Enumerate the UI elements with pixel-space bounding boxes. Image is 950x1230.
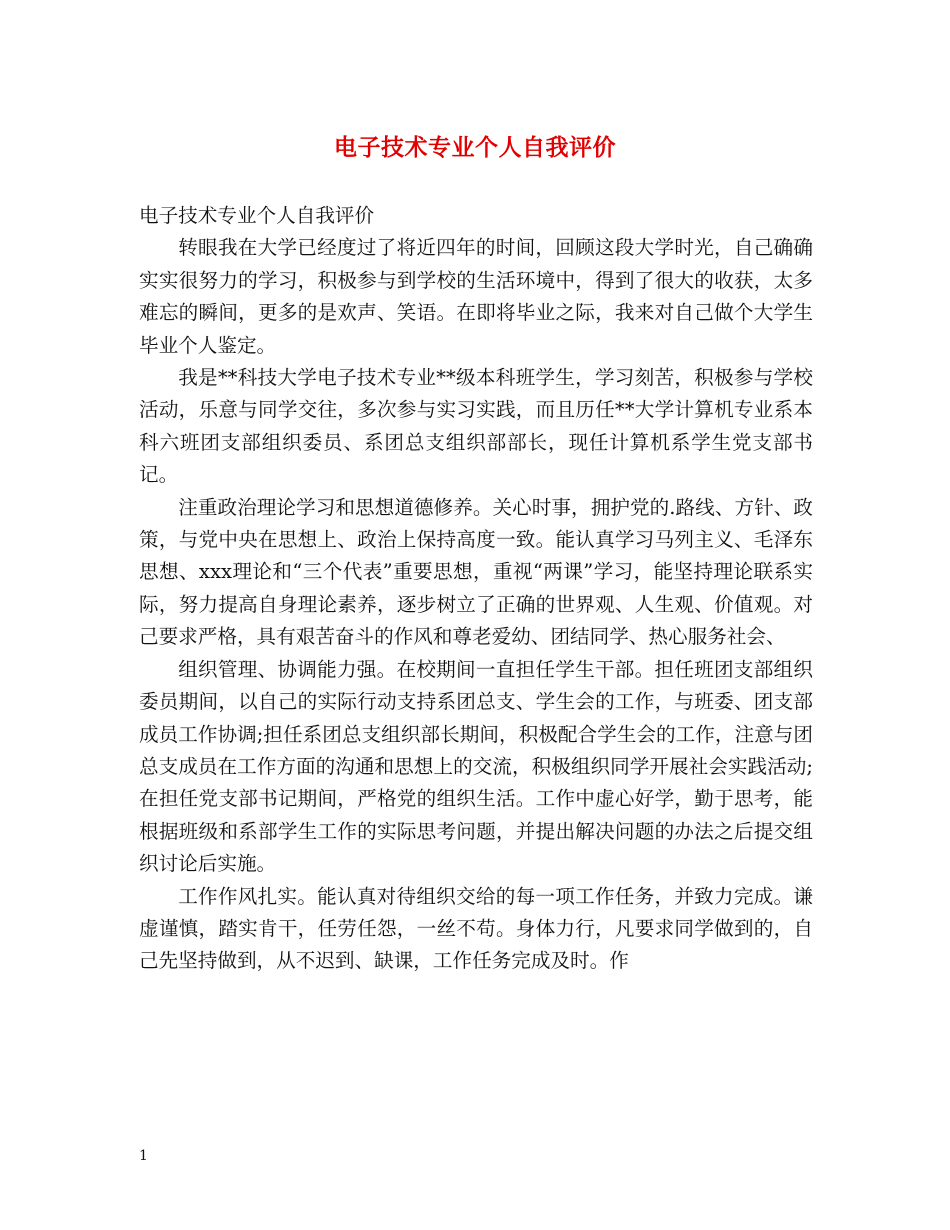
paragraph-political-study: 注重政治理论学习和思想道德修养。关心时事，拥护党的.路线、方针、政策，与党中央在思想上、政治上保持高度一致。能认真学习马列主义、毛泽东思想、xxx理论和“三个代表”重要思想，重视“两课”学习，能坚持理论联系实际，努力提高自身理论素养，逐步树立了正确的世界观、人生观、价值观。对己要求严格，具有艰苦奋斗的作风和尊老爱幼、团结同学、热心服务社会、: [139, 495, 813, 649]
document-subtitle: 电子技术专业个人自我评价: [139, 204, 375, 227]
paragraph-intro: 转眼我在大学已经度过了将近四年的时间，回顾这段大学时光，自己确确实实很努力的学习，积极参与到学校的生活环境中，得到了很大的收获，太多难忘的瞬间，更多的是欢声、笑语。在即将毕业之际，我来对自己做个大学生毕业个人鉴定。: [139, 236, 813, 357]
paragraph-work-style: 工作作风扎实。能认真对待组织交给的每一项工作任务，并致力完成。谦虚谨慎，踏实肯干，任劳任怨，一丝不苟。身体力行，凡要求同学做到的，自己先坚持做到，从不迟到、缺课，工作任务完成及时。作: [139, 884, 813, 973]
page-number: 1: [139, 1148, 148, 1164]
document-title: 电子技术专业个人自我评价: [334, 134, 616, 161]
paragraph-organization-ability: 组织管理、协调能力强。在校期间一直担任学生干部。担任班团支部组织委员期间，以自己的实际行动支持系团总支、学生会的工作，与班委、团支部成员工作协调;担任系团总支组织部长期间，积极配合学生会的工作，注意与团总支成员在工作方面的沟通和思想上的交流，积极组织同学开展社会实践活动;在担任党支部书记期间，严格党的组织生活。工作中虚心好学，勤于思考，能根据班级和系部学生工作的实际思考问题，并提出解决问题的办法之后提交组织讨论后实施。: [139, 657, 813, 876]
paragraph-background: 我是**科技大学电子技术专业**级本科班学生，学习刻苦，积极参与学校活动，乐意与同学交往，多次参与实习实践，而且历任**大学计算机专业系本科六班团支部组织委员、系团总支组织部部长，现任计算机系学生党支部书记。: [139, 366, 813, 487]
document-body: [139, 200, 813, 978]
